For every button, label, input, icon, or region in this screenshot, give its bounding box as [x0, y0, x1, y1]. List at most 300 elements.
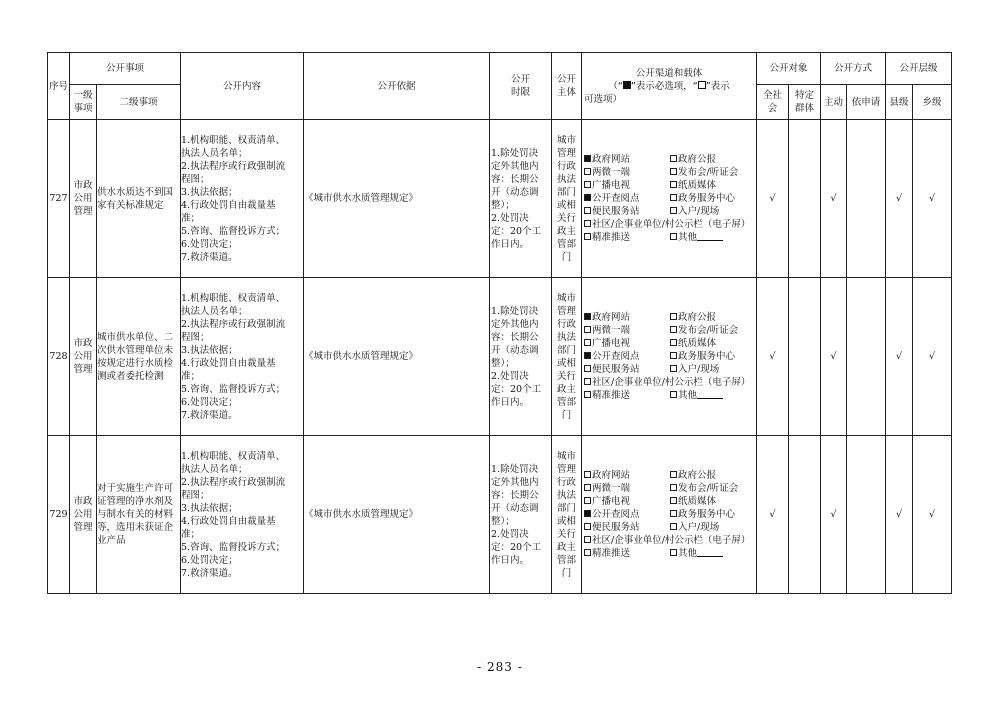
channel-option [584, 205, 670, 218]
channel-option [670, 508, 756, 521]
content-line: 1.机构职能、权责清单、 [181, 292, 286, 304]
col-header-level1 [70, 85, 97, 120]
row-level-town-mark: √ [929, 351, 936, 362]
time-line: 开（动态调 [491, 186, 539, 198]
channel-label: 政府网站 [592, 154, 631, 165]
channel-option [670, 495, 756, 508]
row-level-town-mark: √ [929, 193, 936, 204]
empty-checkbox-icon [670, 391, 677, 398]
row-level1 [70, 436, 97, 594]
row-mode-active [821, 120, 847, 278]
channel-label: 入户/现场 [678, 206, 720, 217]
row-level1 [70, 278, 97, 436]
filled-checkbox-icon [584, 155, 591, 162]
channel-label: 广播电视 [592, 496, 631, 507]
channel-label: 政府公报 [678, 470, 717, 481]
time-line: 1.除处罚决 [491, 147, 539, 159]
channel-label: 发布会/听证会 [678, 325, 739, 336]
content-line: 2.执法程序或行政强制流 [181, 318, 286, 330]
row-level-county [886, 120, 913, 278]
time-line: 定：20个工 [491, 225, 542, 237]
empty-checkbox-icon [670, 484, 677, 491]
channel-option [670, 166, 756, 179]
subject-line: 部门 [557, 186, 577, 198]
col-header-basis: 公开依据 [304, 53, 490, 120]
empty-checkbox-icon [584, 497, 591, 504]
row-target-specific [789, 278, 821, 436]
row-level-town [913, 278, 952, 436]
row-level-county-mark: √ [896, 193, 903, 204]
channel-option [584, 166, 670, 179]
row-basis-text: 《城市供水水质管理规定》 [304, 509, 419, 520]
subject-line: 门 [561, 567, 572, 579]
channel-header-line2c: ”表示 [705, 80, 730, 92]
subject-line: 行政 [557, 476, 577, 488]
channel-option [670, 324, 756, 337]
row-subject [552, 436, 582, 594]
content-line: 4.行政处罚自由裁量基 [181, 357, 276, 369]
row-seq [48, 278, 70, 436]
channel-option [670, 363, 756, 376]
subject-line: 行政 [557, 318, 577, 330]
col-header-content: 公开内容 [181, 53, 304, 120]
subject-line: 执法 [557, 489, 577, 501]
time-line: 1.除处罚决 [491, 463, 539, 475]
channel-option [584, 495, 670, 508]
subject-line: 关行 [557, 212, 577, 224]
subject-line: 城市 [557, 450, 577, 462]
row-target-all [757, 436, 789, 594]
empty-checkbox-icon [584, 484, 591, 491]
content-line: 4.行政处罚自由裁量基 [181, 515, 276, 527]
channel-grid [582, 468, 756, 561]
empty-checkbox-icon [670, 497, 677, 504]
row-time [490, 120, 552, 278]
empty-checkbox-icon [670, 352, 677, 359]
row-level1-text: 市政公用管理 [73, 338, 93, 375]
content-line: 程图； [181, 489, 210, 501]
row-content [181, 278, 304, 436]
channel-label: 公开查阅点 [592, 509, 640, 520]
time-line: 整）； [491, 199, 515, 211]
content-line: 2.执法程序或行政强制流 [181, 160, 286, 172]
content-line: 7.救济渠道。 [181, 251, 238, 263]
col-header-level-group: 公开层级 [886, 53, 952, 85]
time-line: 定外其他内 [491, 476, 539, 488]
content-line: 执法人员名单； [181, 147, 248, 159]
channel-label: 两微一端 [592, 167, 631, 178]
subject-line: 执法 [557, 331, 577, 343]
row-level2-text: 对于实施生产许可证管理的净水剂及与制水有关的材料等，选用未获证企业产品 [97, 483, 174, 546]
empty-checkbox-icon [584, 471, 591, 478]
time-line: 2.处罚决 [491, 370, 529, 382]
blank-underline [697, 547, 723, 557]
time-line: 容：长期公 [491, 173, 539, 185]
channel-grid [582, 152, 756, 245]
empty-checkbox-icon [670, 233, 677, 240]
blank-underline [697, 389, 723, 399]
empty-checkbox-icon [584, 233, 591, 240]
row-level2 [97, 436, 181, 594]
filled-checkbox-icon [584, 352, 591, 359]
empty-checkbox-icon [584, 378, 591, 385]
table-body [48, 120, 952, 594]
col-header-mode-group: 公开方式 [821, 53, 886, 85]
row-level-county [886, 436, 913, 594]
channel-option [584, 218, 756, 231]
row-target-specific [789, 436, 821, 594]
row-target-all [757, 278, 789, 436]
channel-option [584, 363, 670, 376]
content-line: 6.处罚决定； [181, 238, 238, 250]
col-header-level-town: 乡级 [913, 85, 952, 120]
row-mode-active-mark: √ [830, 193, 837, 204]
col-header-level1-text: 一级事项 [73, 90, 93, 114]
empty-checkbox-icon [584, 220, 591, 227]
empty-square-icon [698, 81, 706, 89]
row-target-all-mark: √ [769, 509, 776, 520]
subject-line: 管部 [557, 238, 577, 250]
channel-label: 政府公报 [678, 312, 717, 323]
content-line: 3.执法依据； [181, 502, 238, 514]
subject-line: 管部 [557, 396, 577, 408]
row-channels [582, 436, 757, 594]
row-time [490, 278, 552, 436]
empty-checkbox-icon [670, 339, 677, 346]
channel-grid [582, 310, 756, 403]
channel-label: 其他 [678, 548, 698, 559]
row-level1 [70, 120, 97, 278]
row-level2-text: 供水水质达不到国家有关标准规定 [97, 186, 174, 211]
channel-option [584, 324, 670, 337]
channel-option [584, 231, 670, 244]
row-time [490, 436, 552, 594]
empty-checkbox-icon [584, 339, 591, 346]
row-basis-text: 《城市供水水质管理规定》 [304, 351, 419, 362]
empty-checkbox-icon [670, 168, 677, 175]
content-line: 5.咨询、监督投诉方式； [181, 383, 286, 395]
content-line: 程图； [181, 331, 210, 343]
channel-label: 发布会/听证会 [678, 483, 739, 494]
row-channels [582, 278, 757, 436]
channel-label: 纸质媒体 [678, 338, 717, 349]
subject-line: 或相 [557, 515, 577, 527]
content-line: 6.处罚决定； [181, 554, 238, 566]
time-line: 容：长期公 [491, 489, 539, 501]
table-row [48, 436, 952, 594]
time-line: 作日内。 [491, 396, 530, 408]
empty-checkbox-icon [670, 365, 677, 372]
time-line: 2.处罚决 [491, 528, 529, 540]
empty-checkbox-icon [670, 155, 677, 162]
row-mode-request [847, 436, 886, 594]
row-mode-request [847, 278, 886, 436]
subject-line: 政主 [557, 383, 577, 395]
empty-checkbox-icon [670, 207, 677, 214]
row-basis [304, 278, 490, 436]
channel-option [670, 153, 756, 166]
channel-option [670, 205, 756, 218]
empty-checkbox-icon [584, 326, 591, 333]
channel-label: 便民服务站 [592, 364, 640, 375]
row-level-county-mark: √ [896, 509, 903, 520]
channel-label: 便民服务站 [592, 522, 640, 533]
time-line: 2.处罚决 [491, 212, 529, 224]
subject-line: 城市 [557, 292, 577, 304]
blank-underline [697, 231, 723, 241]
channel-label: 便民服务站 [592, 206, 640, 217]
row-seq [48, 436, 70, 594]
content-line: 1.机构职能、权责清单、 [181, 450, 286, 462]
col-header-item-group: 公开事项 [70, 53, 181, 85]
col-header-channel [582, 53, 757, 120]
channel-header-line2b: ”表示必选项，“ [630, 80, 698, 92]
col-header-mode-request: 依申请 [847, 85, 886, 120]
content-line: 执法人员名单； [181, 305, 248, 317]
subject-line: 或相 [557, 357, 577, 369]
content-line: 5.咨询、监督投诉方式； [181, 541, 286, 553]
row-basis [304, 436, 490, 594]
content-line: 3.执法依据； [181, 186, 238, 198]
row-mode-active-mark: √ [830, 351, 837, 362]
channel-label: 两微一端 [592, 325, 631, 336]
channel-option [584, 534, 756, 547]
page-number: - 283 - [477, 660, 523, 674]
channel-option [670, 311, 756, 324]
channel-label: 其他 [678, 390, 698, 401]
channel-header-line3: 可选项） [584, 93, 623, 105]
time-line: 作日内。 [491, 554, 530, 566]
subject-line: 或相 [557, 199, 577, 211]
empty-checkbox-icon [584, 207, 591, 214]
row-seq-text: 728 [49, 351, 68, 362]
col-header-target-specific [789, 85, 821, 120]
time-line: 定：20个工 [491, 383, 542, 395]
content-line: 7.救济渠道。 [181, 567, 238, 579]
channel-label: 政府网站 [592, 312, 631, 323]
table-row [48, 120, 952, 278]
subject-line: 关行 [557, 370, 577, 382]
row-level-town-mark: √ [929, 509, 936, 520]
row-level2-text: 城市供水单位、二次供水管理单位未按规定进行水质检测或者委托检测 [97, 331, 174, 382]
channel-option [584, 482, 670, 495]
row-level-county-mark: √ [896, 351, 903, 362]
channel-option [584, 547, 670, 560]
channel-label: 政务服务中心 [678, 509, 736, 520]
row-level-town [913, 436, 952, 594]
channel-label: 公开查阅点 [592, 351, 640, 362]
col-header-subject-text: 公开主体 [557, 74, 577, 98]
channel-label: 社区/企事业单位/村公示栏（电子屏） [592, 377, 751, 388]
content-line: 4.行政处罚自由裁量基 [181, 199, 276, 211]
channel-option [670, 469, 756, 482]
content-line: 执法人员名单； [181, 463, 248, 475]
row-subject [552, 278, 582, 436]
channel-label: 两微一端 [592, 483, 631, 494]
channel-header-line1: 公开渠道和载体 [635, 67, 703, 79]
channel-option [670, 389, 756, 402]
channel-label: 广播电视 [592, 180, 631, 191]
time-line: 开（动态调 [491, 502, 539, 514]
time-line: 作日内。 [491, 238, 530, 250]
channel-option [584, 311, 670, 324]
row-level-county [886, 278, 913, 436]
subject-line: 部门 [557, 502, 577, 514]
empty-checkbox-icon [584, 536, 591, 543]
col-header-level2: 二级事项 [97, 85, 181, 120]
row-mode-active [821, 278, 847, 436]
col-header-target-specific-text: 特定群体 [795, 90, 815, 114]
subject-line: 行政 [557, 160, 577, 172]
empty-checkbox-icon [584, 168, 591, 175]
row-content [181, 120, 304, 278]
channel-label: 政务服务中心 [678, 351, 736, 362]
subject-line: 管部 [557, 554, 577, 566]
empty-checkbox-icon [670, 510, 677, 517]
empty-checkbox-icon [584, 391, 591, 398]
row-mode-active [821, 436, 847, 594]
channel-option [584, 153, 670, 166]
content-line: 准； [181, 212, 201, 224]
col-header-seq: 序号 [48, 53, 70, 120]
col-header-mode-active: 主动 [821, 85, 847, 120]
channel-option [584, 376, 756, 389]
channel-option [670, 482, 756, 495]
channel-label: 广播电视 [592, 338, 631, 349]
subject-line: 政主 [557, 541, 577, 553]
channel-label: 入户/现场 [678, 364, 720, 375]
time-line: 容：长期公 [491, 331, 539, 343]
channel-option [670, 547, 756, 560]
empty-checkbox-icon [670, 471, 677, 478]
empty-checkbox-icon [670, 181, 677, 188]
content-line: 7.救济渠道。 [181, 409, 238, 421]
channel-option [584, 350, 670, 363]
empty-checkbox-icon [670, 549, 677, 556]
channel-label: 政府网站 [592, 470, 631, 481]
channel-label: 公开查阅点 [592, 193, 640, 204]
channel-label: 精准推送 [592, 232, 631, 243]
filled-checkbox-icon [584, 510, 591, 517]
channel-label: 其他 [678, 232, 698, 243]
row-basis [304, 120, 490, 278]
empty-checkbox-icon [584, 549, 591, 556]
channel-label: 精准推送 [592, 548, 631, 559]
channel-header-line2a: （“ [608, 80, 623, 92]
content-line: 5.咨询、监督投诉方式； [181, 225, 286, 237]
filled-square-icon [623, 81, 631, 89]
empty-checkbox-icon [670, 523, 677, 530]
subject-line: 政主 [557, 225, 577, 237]
content-line: 3.执法依据； [181, 344, 238, 356]
channel-label: 纸质媒体 [678, 496, 717, 507]
subject-line: 管理 [557, 463, 577, 475]
channel-option [584, 192, 670, 205]
disclosure-table [47, 52, 952, 594]
row-target-all [757, 120, 789, 278]
row-basis-text: 《城市供水水质管理规定》 [304, 193, 419, 204]
row-seq [48, 120, 70, 278]
row-target-all-mark: √ [769, 193, 776, 204]
channel-option [584, 179, 670, 192]
col-header-target-all-text: 全社会 [763, 90, 783, 114]
row-mode-request [847, 120, 886, 278]
subject-line: 门 [561, 409, 572, 421]
row-target-all-mark: √ [769, 351, 776, 362]
row-level2 [97, 120, 181, 278]
row-seq-text: 729 [49, 509, 68, 520]
content-line: 程图； [181, 173, 210, 185]
channel-label: 社区/企事业单位/村公示栏（电子屏） [592, 219, 751, 230]
channel-option [670, 179, 756, 192]
empty-checkbox-icon [670, 194, 677, 201]
empty-checkbox-icon [584, 181, 591, 188]
time-line: 定外其他内 [491, 318, 539, 330]
content-line: 准； [181, 370, 201, 382]
row-level1-text: 市政公用管理 [73, 180, 93, 217]
content-line: 6.处罚决定； [181, 396, 238, 408]
content-line: 准； [181, 528, 201, 540]
col-header-subject [552, 53, 582, 120]
channel-option [670, 192, 756, 205]
channel-option [670, 231, 756, 244]
content-line: 2.执法程序或行政强制流 [181, 476, 286, 488]
time-line: 整）； [491, 515, 515, 527]
channel-option [670, 350, 756, 363]
subject-line: 门 [561, 251, 572, 263]
time-line: 整）； [491, 357, 515, 369]
row-level1-text: 市政公用管理 [73, 496, 93, 533]
col-header-time [490, 53, 552, 120]
channel-option [584, 389, 670, 402]
subject-line: 管理 [557, 305, 577, 317]
row-seq-text: 727 [49, 193, 68, 204]
col-header-target-all [757, 85, 789, 120]
time-line: 定外其他内 [491, 160, 539, 172]
row-level-town [913, 120, 952, 278]
channel-header-line2 [582, 80, 756, 93]
channel-option [670, 521, 756, 534]
time-line: 1.除处罚决 [491, 305, 539, 317]
row-mode-active-mark: √ [830, 509, 837, 520]
channel-label: 发布会/听证会 [678, 167, 739, 178]
channel-label: 纸质媒体 [678, 180, 717, 191]
row-content [181, 436, 304, 594]
subject-line: 部门 [557, 344, 577, 356]
time-line: 定：20个工 [491, 541, 542, 553]
empty-checkbox-icon [670, 326, 677, 333]
row-target-specific [789, 120, 821, 278]
content-line: 1.机构职能、权责清单、 [181, 134, 286, 146]
channel-option [670, 337, 756, 350]
col-header-time-text: 公开时限 [511, 74, 531, 98]
row-channels [582, 120, 757, 278]
channel-label: 政务服务中心 [678, 193, 736, 204]
subject-line: 城市 [557, 134, 577, 146]
channel-label: 社区/企事业单位/村公示栏（电子屏） [592, 535, 751, 546]
row-level2 [97, 278, 181, 436]
channel-label: 入户/现场 [678, 522, 720, 533]
filled-checkbox-icon [584, 313, 591, 320]
table-row [48, 278, 952, 436]
channel-option [584, 508, 670, 521]
filled-checkbox-icon [584, 194, 591, 201]
subject-line: 关行 [557, 528, 577, 540]
row-subject [552, 120, 582, 278]
empty-checkbox-icon [670, 313, 677, 320]
channel-option [584, 469, 670, 482]
subject-line: 执法 [557, 173, 577, 185]
